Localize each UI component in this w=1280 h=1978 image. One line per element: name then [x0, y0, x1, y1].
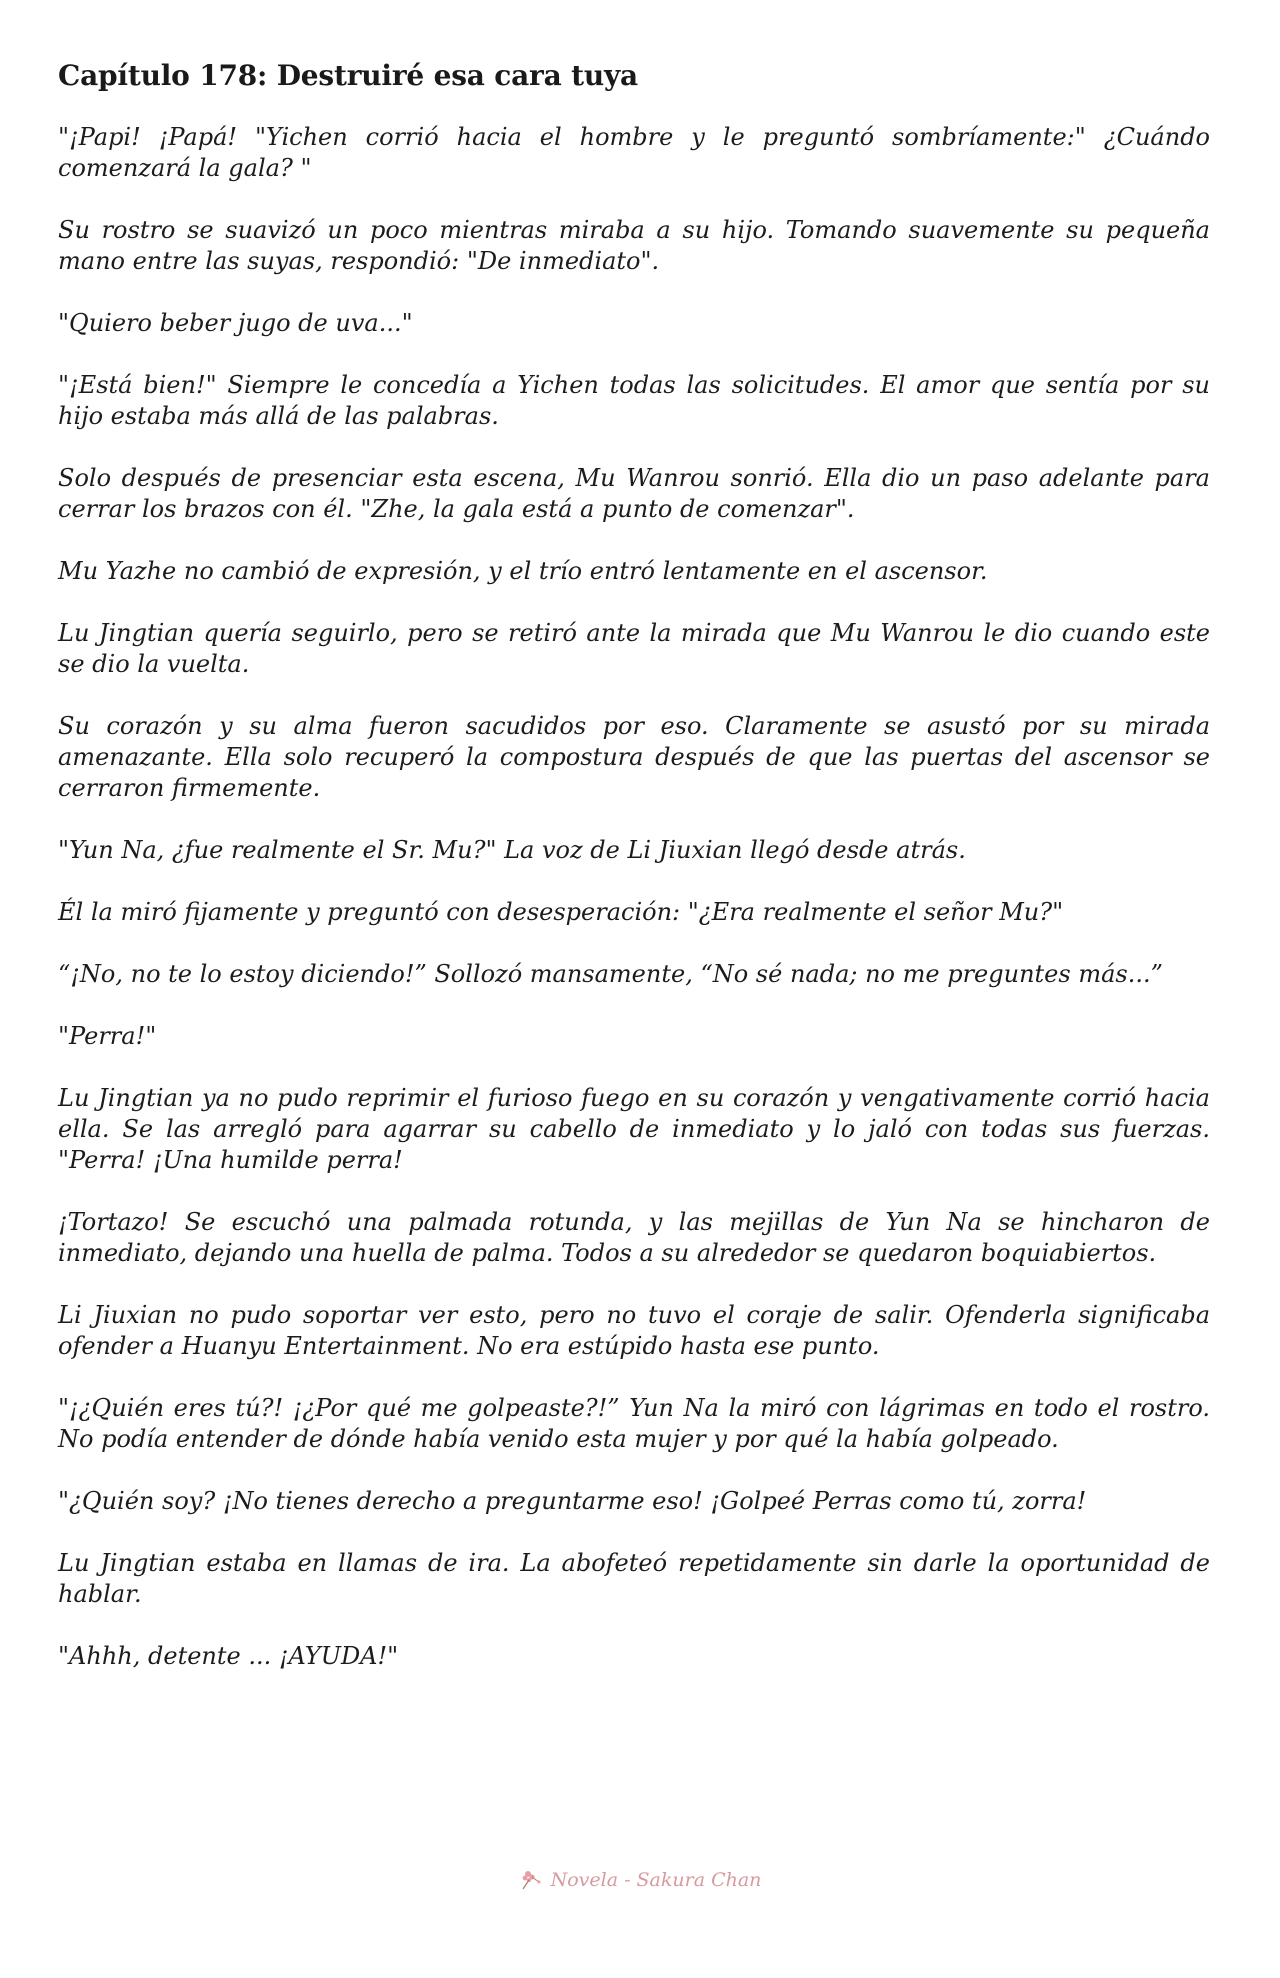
paragraph: "Perra!" [58, 1022, 157, 1050]
chapter-content [58, 58, 1210, 1703]
paragraph: "¿Quién soy? ¡No tienes derecho a preguntarme eso! ¡Golpeé Perras como tú, zorra! [58, 1487, 1087, 1515]
paragraph: Su corazón y su alma fueron sacudidos por eso. Claramente se asustó por su mirada amenazante. Ella solo recuperó la compostura después de que las puertas del ascensor se cerraron firmemente. [58, 712, 1210, 802]
paragraph: “¡No, no te lo estoy diciendo!” Sollozó mansamente, “No sé nada; no me preguntes más...” [58, 960, 1163, 988]
sakura-flower-icon [519, 1868, 545, 1892]
paragraph: "Yun Na, ¿fue realmente el Sr. Mu?" La voz de Li Jiuxian llegó desde atrás. [58, 836, 966, 864]
paragraph: "¡Está bien!" Siempre le concedía a Yichen todas las solicitudes. El amor que sentía por su hijo estaba más allá de las palabras. [58, 371, 1210, 430]
paragraph: Él la miró fijamente y preguntó con desesperación: "¿Era realmente el señor Mu?" [58, 898, 1064, 926]
footer-watermark [0, 1868, 1280, 1897]
paragraph: "Quiero beber jugo de uva..." [58, 309, 413, 337]
paragraph: Li Jiuxian no pudo soportar ver esto, pero no tuvo el coraje de salir. Ofenderla significaba ofender a Huanyu Entertainment. No era estúpido hasta ese punto. [58, 1301, 1210, 1360]
paragraph: Solo después de presenciar esta escena, Mu Wanrou sonrió. Ella dio un paso adelante para cerrar los brazos con él. "Zhe, la gala está a punto de comenzar". [58, 464, 1210, 523]
paragraph: "¡Papi! ¡Papá! "Yichen corrió hacia el hombre y le preguntó sombríamente:" ¿Cuándo comenzará la gala? " [58, 123, 1210, 182]
chapter-title: Capítulo 178: Destruiré esa cara tuya [58, 59, 638, 92]
paragraph: Su rostro se suavizó un poco mientras miraba a su hijo. Tomando suavemente su pequeña mano entre las suyas, respondió: "De inmediato". [58, 216, 1210, 275]
paragraph: Lu Jingtian ya no pudo reprimir el furioso fuego en su corazón y vengativamente corrió hacia ella. Se las arregló para agarrar su cabello de inmediato y lo jaló con todas sus fuerzas. "Perra! ¡Una humilde perra! [58, 1084, 1210, 1174]
paragraph: ¡Tortazo! Se escuchó una palmada rotunda, y las mejillas de Yun Na se hincharon de inmediato, dejando una huella de palma. Todos a su alrededor se quedaron boquiabiertos. [58, 1208, 1210, 1267]
paragraph: Lu Jingtian estaba en llamas de ira. La abofeteó repetidamente sin darle la oportunidad de hablar. [58, 1549, 1210, 1608]
paragraph: "Ahhh, detente ... ¡AYUDA!" [58, 1642, 399, 1670]
paragraph: Mu Yazhe no cambió de expresión, y el trío entró lentamente en el ascensor. [58, 557, 988, 585]
watermark-text: Novela - Sakura Chan [550, 1869, 762, 1891]
paragraph: "¡¿Quién eres tú?! ¡¿Por qué me golpeaste?!” Yun Na la miró con lágrimas en todo el rostro. No podía entender de dónde había venido esta mujer y por qué la había golpeado. [58, 1394, 1210, 1453]
paragraph: Lu Jingtian quería seguirlo, pero se retiró ante la mirada que Mu Wanrou le dio cuando este se dio la vuelta. [58, 619, 1210, 678]
chapter-body [58, 122, 1210, 1672]
